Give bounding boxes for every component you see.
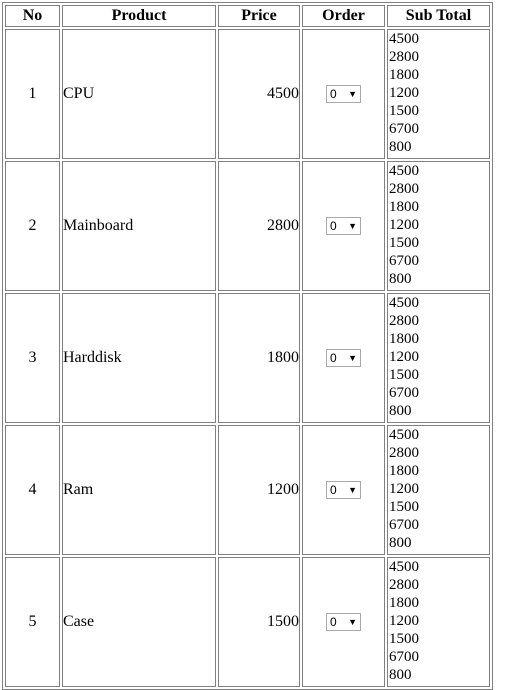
subtotal-line: 4500 — [389, 31, 419, 47]
subtotal-line: 2800 — [389, 445, 419, 461]
table-row — [5, 425, 490, 555]
product-price: 2800 — [218, 161, 300, 291]
subtotal-line: 1200 — [389, 613, 419, 629]
header-order: Order — [302, 5, 385, 27]
table-row — [5, 293, 490, 423]
subtotal-line: 2800 — [389, 577, 419, 593]
subtotal-line: 1200 — [389, 481, 419, 497]
subtotal-line: 2800 — [389, 181, 419, 197]
product-name: Harddisk — [62, 293, 216, 423]
order-quantity-value: 0 — [330, 351, 337, 366]
row-number: 3 — [5, 293, 60, 423]
subtotal-line: 1200 — [389, 85, 419, 101]
order-quantity-select[interactable] — [326, 481, 361, 499]
product-name: Case — [62, 557, 216, 687]
order-cell — [302, 425, 385, 555]
subtotal-line: 1800 — [389, 199, 419, 215]
order-cell — [302, 29, 385, 159]
subtotal-line: 1500 — [389, 631, 419, 647]
subtotal-line: 800 — [389, 667, 412, 683]
subtotal-line: 4500 — [389, 559, 419, 575]
product-name: Mainboard — [62, 161, 216, 291]
product-price: 1200 — [218, 425, 300, 555]
subtotal-line: 4500 — [389, 163, 419, 179]
dropdown-arrow-icon: ▼ — [348, 617, 357, 628]
product-price: 1500 — [218, 557, 300, 687]
subtotal-line: 4500 — [389, 427, 419, 443]
row-number: 2 — [5, 161, 60, 291]
order-quantity-select[interactable] — [326, 85, 361, 103]
subtotal-cell — [387, 161, 490, 291]
subtotal-line: 6700 — [389, 649, 419, 665]
subtotal-line: 6700 — [389, 121, 419, 137]
order-quantity-select[interactable] — [326, 349, 361, 367]
subtotal-line: 1500 — [389, 103, 419, 119]
order-table — [2, 2, 493, 690]
header-row — [5, 5, 490, 27]
header-no: No — [5, 5, 60, 27]
order-quantity-select[interactable] — [326, 613, 361, 631]
subtotal-cell — [387, 425, 490, 555]
product-name: Ram — [62, 425, 216, 555]
subtotal-line: 1200 — [389, 349, 419, 365]
subtotal-line: 6700 — [389, 517, 419, 533]
table-row — [5, 557, 490, 687]
subtotal-line: 1500 — [389, 235, 419, 251]
subtotal-line: 1500 — [389, 499, 419, 515]
product-price: 4500 — [218, 29, 300, 159]
dropdown-arrow-icon: ▼ — [348, 221, 357, 232]
order-quantity-value: 0 — [330, 219, 337, 234]
subtotal-line: 1500 — [389, 367, 419, 383]
subtotal-line: 1800 — [389, 463, 419, 479]
subtotal-line: 2800 — [389, 313, 419, 329]
order-quantity-value: 0 — [330, 615, 337, 630]
dropdown-arrow-icon: ▼ — [348, 485, 357, 496]
order-cell — [302, 161, 385, 291]
subtotal-line: 800 — [389, 139, 412, 155]
subtotal-line: 2800 — [389, 49, 419, 65]
row-number: 5 — [5, 557, 60, 687]
subtotal-line: 800 — [389, 535, 412, 551]
subtotal-cell — [387, 29, 490, 159]
subtotal-line: 1800 — [389, 331, 419, 347]
order-cell — [302, 293, 385, 423]
header-price: Price — [218, 5, 300, 27]
order-quantity-value: 0 — [330, 483, 337, 498]
table-row — [5, 29, 490, 159]
dropdown-arrow-icon: ▼ — [348, 89, 357, 100]
subtotal-line: 800 — [389, 271, 412, 287]
subtotal-line: 1200 — [389, 217, 419, 233]
subtotal-line: 800 — [389, 403, 412, 419]
subtotal-line: 6700 — [389, 253, 419, 269]
header-subtotal: Sub Total — [387, 5, 490, 27]
order-cell — [302, 557, 385, 687]
order-quantity-value: 0 — [330, 87, 337, 102]
product-name: CPU — [62, 29, 216, 159]
dropdown-arrow-icon: ▼ — [348, 353, 357, 364]
subtotal-cell — [387, 557, 490, 687]
subtotal-line: 4500 — [389, 295, 419, 311]
row-number: 4 — [5, 425, 60, 555]
product-price: 1800 — [218, 293, 300, 423]
header-product: Product — [62, 5, 216, 27]
row-number: 1 — [5, 29, 60, 159]
subtotal-line: 6700 — [389, 385, 419, 401]
subtotal-line: 1800 — [389, 67, 419, 83]
subtotal-cell — [387, 293, 490, 423]
order-quantity-select[interactable] — [326, 217, 361, 235]
subtotal-line: 1800 — [389, 595, 419, 611]
table-row — [5, 161, 490, 291]
